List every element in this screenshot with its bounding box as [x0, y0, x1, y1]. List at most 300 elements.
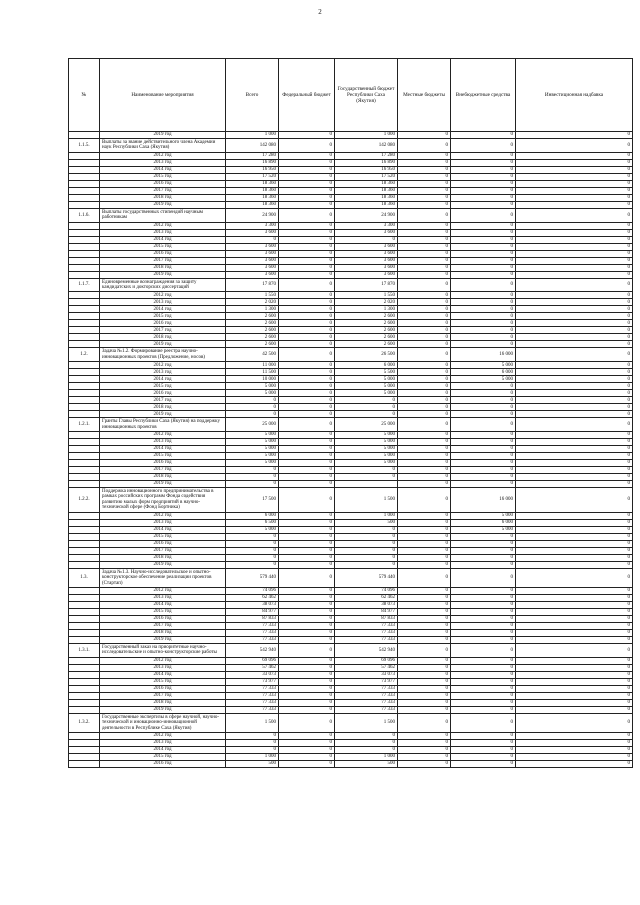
- cell-total: 0: [226, 481, 279, 488]
- cell-republic: 62 462: [335, 594, 398, 601]
- cell-investment: 0: [516, 554, 633, 561]
- cell-extrabudgetary: 0: [451, 615, 516, 622]
- cell-total: 0: [226, 404, 279, 411]
- cell-extrabudgetary: 0: [451, 432, 516, 439]
- cell-code: [69, 608, 100, 615]
- cell-republic: 0: [335, 533, 398, 540]
- cell-name: 2019 год: [100, 481, 226, 488]
- cell-federal: 0: [279, 587, 335, 594]
- cell-name: 2016 год: [100, 180, 226, 187]
- cell-code: [69, 533, 100, 540]
- cell-total: 24 900: [226, 208, 279, 222]
- cell-code: [69, 678, 100, 685]
- cell-federal: 0: [279, 180, 335, 187]
- cell-investment: 0: [516, 622, 633, 629]
- cell-federal: 0: [279, 348, 335, 362]
- cell-extrabudgetary: 0: [451, 208, 516, 222]
- header-activity-name: Наименование мероприятия: [100, 59, 226, 132]
- cell-local: 0: [398, 699, 451, 706]
- cell-extrabudgetary: 0: [451, 533, 516, 540]
- cell-republic: 77 333: [335, 685, 398, 692]
- cell-republic: 1 500: [335, 488, 398, 513]
- cell-total: 2 600: [226, 313, 279, 320]
- cell-federal: 0: [279, 526, 335, 533]
- cell-code: [69, 467, 100, 474]
- cell-federal: 0: [279, 753, 335, 760]
- cell-total: 25 000: [226, 418, 279, 432]
- cell-investment: 0: [516, 166, 633, 173]
- cell-federal: 0: [279, 533, 335, 540]
- cell-code: [69, 512, 100, 519]
- cell-total: 10 000: [226, 376, 279, 383]
- cell-code: [69, 481, 100, 488]
- cell-code: [69, 383, 100, 390]
- table-row: [69, 601, 633, 608]
- cell-local: 0: [398, 180, 451, 187]
- cell-investment: 0: [516, 746, 633, 753]
- cell-investment: 0: [516, 208, 633, 222]
- cell-republic: 1 550: [335, 292, 398, 299]
- cell-local: 0: [398, 713, 451, 732]
- cell-local: 0: [398, 264, 451, 271]
- cell-code: [69, 187, 100, 194]
- cell-republic: 0: [335, 411, 398, 418]
- cell-republic: 542 940: [335, 643, 398, 657]
- cell-local: 0: [398, 657, 451, 664]
- table-row: [69, 481, 633, 488]
- cell-total: 2 020: [226, 299, 279, 306]
- cell-name: 2012 год: [100, 512, 226, 519]
- header-total: Всего: [226, 59, 279, 132]
- cell-republic: 77 333: [335, 699, 398, 706]
- table-row-section: [69, 568, 633, 587]
- cell-investment: 0: [516, 671, 633, 678]
- cell-extrabudgetary: 16 000: [451, 348, 516, 362]
- cell-extrabudgetary: 0: [451, 467, 516, 474]
- cell-code: [69, 753, 100, 760]
- table-row: [69, 397, 633, 404]
- cell-investment: 0: [516, 594, 633, 601]
- cell-local: 0: [398, 526, 451, 533]
- cell-extrabudgetary: 0: [451, 201, 516, 208]
- cell-code: [69, 229, 100, 236]
- table-row: [69, 201, 633, 208]
- cell-investment: 0: [516, 706, 633, 713]
- cell-code: [69, 271, 100, 278]
- cell-extrabudgetary: 0: [451, 446, 516, 453]
- cell-code: [69, 320, 100, 327]
- table-row: [69, 271, 633, 278]
- cell-federal: 0: [279, 159, 335, 166]
- cell-extrabudgetary: 0: [451, 397, 516, 404]
- cell-federal: 0: [279, 568, 335, 587]
- cell-extrabudgetary: 0: [451, 692, 516, 699]
- cell-republic: 0: [335, 739, 398, 746]
- cell-extrabudgetary: 0: [451, 222, 516, 229]
- cell-extrabudgetary: 0: [451, 334, 516, 341]
- cell-extrabudgetary: 0: [451, 159, 516, 166]
- cell-extrabudgetary: 0: [451, 180, 516, 187]
- cell-code: [69, 739, 100, 746]
- cell-local: 0: [398, 320, 451, 327]
- cell-total: 0: [226, 467, 279, 474]
- cell-republic: 0: [335, 236, 398, 243]
- table-row: [69, 685, 633, 692]
- cell-local: 0: [398, 152, 451, 159]
- cell-code: [69, 554, 100, 561]
- cell-code: [69, 732, 100, 739]
- cell-name: 2012 год: [100, 292, 226, 299]
- cell-extrabudgetary: 0: [451, 278, 516, 292]
- table-row-section: [69, 208, 633, 222]
- cell-code: [69, 636, 100, 643]
- table-row: [69, 152, 633, 159]
- cell-federal: 0: [279, 432, 335, 439]
- cell-investment: 0: [516, 692, 633, 699]
- cell-republic: 77 333: [335, 636, 398, 643]
- cell-republic: 5 000: [335, 446, 398, 453]
- cell-extrabudgetary: 0: [451, 306, 516, 313]
- cell-name: 2018 год: [100, 264, 226, 271]
- cell-local: 0: [398, 362, 451, 369]
- table-row: [69, 732, 633, 739]
- table-row: [69, 671, 633, 678]
- cell-federal: 0: [279, 615, 335, 622]
- cell-federal: 0: [279, 439, 335, 446]
- cell-code: [69, 166, 100, 173]
- cell-republic: 5 000: [335, 432, 398, 439]
- table-row: [69, 166, 633, 173]
- cell-extrabudgetary: 0: [451, 636, 516, 643]
- cell-name: 2018 год: [100, 699, 226, 706]
- cell-local: 0: [398, 685, 451, 692]
- cell-total: 17 870: [226, 278, 279, 292]
- cell-investment: 0: [516, 540, 633, 547]
- cell-name: 2015 год: [100, 608, 226, 615]
- cell-total: 579 440: [226, 568, 279, 587]
- table-row: [69, 615, 633, 622]
- cell-federal: 0: [279, 460, 335, 467]
- cell-republic: 18 360: [335, 180, 398, 187]
- cell-republic: 2 600: [335, 313, 398, 320]
- cell-total: 1 000: [226, 132, 279, 139]
- table-row: [69, 383, 633, 390]
- cell-investment: 0: [516, 453, 633, 460]
- cell-extrabudgetary: 0: [451, 739, 516, 746]
- table-row: [69, 636, 633, 643]
- cell-total: 3 300: [226, 222, 279, 229]
- cell-name: 2019 год: [100, 201, 226, 208]
- cell-investment: 0: [516, 159, 633, 166]
- cell-federal: 0: [279, 657, 335, 664]
- cell-extrabudgetary: 0: [451, 411, 516, 418]
- cell-local: 0: [398, 760, 451, 767]
- cell-extrabudgetary: 0: [451, 671, 516, 678]
- cell-code: [69, 369, 100, 376]
- cell-name: 2014 год: [100, 236, 226, 243]
- table-row: [69, 411, 633, 418]
- cell-name: 2018 год: [100, 629, 226, 636]
- cell-extrabudgetary: 16 000: [451, 488, 516, 513]
- cell-investment: 0: [516, 334, 633, 341]
- cell-code: [69, 474, 100, 481]
- cell-local: 0: [398, 629, 451, 636]
- cell-republic: 3 600: [335, 271, 398, 278]
- cell-total: 16 890: [226, 159, 279, 166]
- table-row: [69, 746, 633, 753]
- cell-name: Поддержка инновационного предпринимательства в рамках российских программ Фонда содействия развитию малых форм предприятий в научно-технической сфере (Фонд Бортника): [100, 488, 226, 513]
- cell-republic: 69 096: [335, 657, 398, 664]
- cell-extrabudgetary: 0: [451, 601, 516, 608]
- cell-investment: 0: [516, 467, 633, 474]
- cell-name: 2014 год: [100, 601, 226, 608]
- cell-total: 1 550: [226, 292, 279, 299]
- cell-code: [69, 390, 100, 397]
- cell-local: 0: [398, 622, 451, 629]
- cell-federal: 0: [279, 554, 335, 561]
- cell-name: Государственные экспертизы в сфере научной, научно-технической и иновационно-инновационной деятельности в Республике Саха (Якутия): [100, 713, 226, 732]
- table-row: [69, 292, 633, 299]
- cell-investment: 0: [516, 643, 633, 657]
- cell-code: 1.1.6.: [69, 208, 100, 222]
- cell-code: [69, 313, 100, 320]
- cell-name: 2016 год: [100, 615, 226, 622]
- cell-federal: 0: [279, 713, 335, 732]
- table-row: [69, 404, 633, 411]
- cell-republic: 0: [335, 561, 398, 568]
- table-row: [69, 180, 633, 187]
- cell-code: [69, 236, 100, 243]
- cell-name: 2019 год: [100, 561, 226, 568]
- cell-republic: 2 600: [335, 320, 398, 327]
- cell-total: 3 600: [226, 257, 279, 264]
- table-row-section: [69, 488, 633, 513]
- cell-total: 38 073: [226, 601, 279, 608]
- cell-code: [69, 446, 100, 453]
- cell-extrabudgetary: 0: [451, 404, 516, 411]
- cell-federal: 0: [279, 320, 335, 327]
- table-row: [69, 474, 633, 481]
- cell-name: 2018 год: [100, 554, 226, 561]
- cell-total: 3 600: [226, 250, 279, 257]
- table-row: [69, 519, 633, 526]
- cell-local: 0: [398, 243, 451, 250]
- cell-code: [69, 671, 100, 678]
- table-row: [69, 194, 633, 201]
- cell-local: 0: [398, 453, 451, 460]
- cell-federal: 0: [279, 264, 335, 271]
- cell-name: 2014 год: [100, 446, 226, 453]
- cell-federal: 0: [279, 629, 335, 636]
- cell-republic: 84 977: [335, 608, 398, 615]
- cell-total: 5 000: [226, 453, 279, 460]
- cell-code: [69, 587, 100, 594]
- cell-investment: 0: [516, 629, 633, 636]
- cell-name: 2013 год: [100, 519, 226, 526]
- cell-extrabudgetary: 0: [451, 629, 516, 636]
- cell-extrabudgetary: 0: [451, 299, 516, 306]
- cell-republic: 3 300: [335, 222, 398, 229]
- cell-total: 0: [226, 739, 279, 746]
- cell-investment: 0: [516, 173, 633, 180]
- cell-name: 2017 год: [100, 547, 226, 554]
- page-number: 2: [318, 8, 322, 16]
- cell-local: 0: [398, 554, 451, 561]
- cell-name: 2012 год: [100, 222, 226, 229]
- cell-local: 0: [398, 194, 451, 201]
- cell-name: 2015 год: [100, 313, 226, 320]
- cell-total: 3 600: [226, 271, 279, 278]
- cell-investment: 0: [516, 222, 633, 229]
- cell-investment: 0: [516, 664, 633, 671]
- cell-name: 2015 год: [100, 678, 226, 685]
- cell-federal: 0: [279, 299, 335, 306]
- cell-code: [69, 453, 100, 460]
- cell-total: 5 000: [226, 446, 279, 453]
- cell-name: 2016 год: [100, 540, 226, 547]
- cell-total: 62 462: [226, 594, 279, 601]
- cell-federal: 0: [279, 278, 335, 292]
- cell-code: [69, 257, 100, 264]
- cell-republic: 1 300: [335, 306, 398, 313]
- cell-name: 2013 год: [100, 369, 226, 376]
- cell-code: [69, 760, 100, 767]
- cell-federal: 0: [279, 467, 335, 474]
- cell-federal: 0: [279, 404, 335, 411]
- cell-code: 1.3.: [69, 568, 100, 587]
- cell-republic: 1 000: [335, 753, 398, 760]
- cell-name: 2014 год: [100, 376, 226, 383]
- cell-federal: 0: [279, 369, 335, 376]
- cell-federal: 0: [279, 243, 335, 250]
- cell-extrabudgetary: 0: [451, 187, 516, 194]
- cell-republic: 500: [335, 519, 398, 526]
- cell-code: [69, 397, 100, 404]
- cell-republic: 1 500: [335, 713, 398, 732]
- cell-code: 1.3.1.: [69, 643, 100, 657]
- table-row: [69, 692, 633, 699]
- table-row: [69, 622, 633, 629]
- cell-local: 0: [398, 474, 451, 481]
- cell-local: 0: [398, 746, 451, 753]
- cell-republic: 0: [335, 467, 398, 474]
- cell-code: [69, 432, 100, 439]
- cell-total: 5 000: [226, 383, 279, 390]
- cell-investment: 0: [516, 488, 633, 513]
- table-row: [69, 327, 633, 334]
- cell-federal: 0: [279, 271, 335, 278]
- cell-federal: 0: [279, 411, 335, 418]
- cell-local: 0: [398, 594, 451, 601]
- cell-republic: 25 000: [335, 418, 398, 432]
- table-row: [69, 526, 633, 533]
- cell-investment: 0: [516, 383, 633, 390]
- table-row: [69, 320, 633, 327]
- cell-extrabudgetary: 0: [451, 622, 516, 629]
- cell-extrabudgetary: 0: [451, 594, 516, 601]
- cell-code: [69, 547, 100, 554]
- cell-code: [69, 615, 100, 622]
- cell-federal: 0: [279, 446, 335, 453]
- cell-code: [69, 292, 100, 299]
- table-row: [69, 236, 633, 243]
- cell-investment: 0: [516, 187, 633, 194]
- cell-extrabudgetary: 0: [451, 699, 516, 706]
- cell-republic: 3 600: [335, 250, 398, 257]
- table-row: [69, 243, 633, 250]
- cell-total: 18 360: [226, 194, 279, 201]
- header-federal-budget: Федеральный бюджет: [279, 59, 335, 132]
- cell-republic: 24 900: [335, 208, 398, 222]
- cell-republic: 2 600: [335, 327, 398, 334]
- cell-federal: 0: [279, 257, 335, 264]
- cell-name: 2012 год: [100, 657, 226, 664]
- cell-name: Выплаты государственных стипендий научным работникам: [100, 208, 226, 222]
- cell-republic: 579 440: [335, 568, 398, 587]
- cell-federal: 0: [279, 664, 335, 671]
- cell-name: 2017 год: [100, 397, 226, 404]
- cell-investment: 0: [516, 306, 633, 313]
- cell-republic: 2 600: [335, 341, 398, 348]
- cell-federal: 0: [279, 362, 335, 369]
- cell-code: [69, 132, 100, 139]
- cell-extrabudgetary: 0: [451, 685, 516, 692]
- cell-republic: 142 080: [335, 139, 398, 153]
- cell-investment: 0: [516, 732, 633, 739]
- cell-investment: 0: [516, 699, 633, 706]
- cell-total: 5 000: [226, 390, 279, 397]
- cell-code: [69, 264, 100, 271]
- cell-republic: 74 096: [335, 587, 398, 594]
- cell-code: 1.2.1.: [69, 418, 100, 432]
- cell-extrabudgetary: 0: [451, 173, 516, 180]
- table-row: [69, 678, 633, 685]
- cell-local: 0: [398, 257, 451, 264]
- table-row: [69, 561, 633, 568]
- cell-local: 0: [398, 568, 451, 587]
- cell-total: 18 360: [226, 187, 279, 194]
- cell-total: 2 600: [226, 334, 279, 341]
- cell-extrabudgetary: 0: [451, 732, 516, 739]
- cell-extrabudgetary: 0: [451, 390, 516, 397]
- cell-code: [69, 159, 100, 166]
- cell-total: 0: [226, 397, 279, 404]
- cell-total: 1 500: [226, 713, 279, 732]
- cell-federal: 0: [279, 236, 335, 243]
- cell-code: [69, 334, 100, 341]
- cell-federal: 0: [279, 390, 335, 397]
- cell-extrabudgetary: 0: [451, 753, 516, 760]
- table-row: [69, 250, 633, 257]
- cell-investment: 0: [516, 376, 633, 383]
- cell-name: 2014 год: [100, 526, 226, 533]
- header-local-budgets: Местные бюджеты: [398, 59, 451, 132]
- cell-federal: 0: [279, 187, 335, 194]
- cell-republic: 5 000: [335, 439, 398, 446]
- cell-name: 2015 год: [100, 753, 226, 760]
- cell-local: 0: [398, 678, 451, 685]
- cell-total: 77 333: [226, 629, 279, 636]
- cell-investment: 0: [516, 369, 633, 376]
- cell-extrabudgetary: 0: [451, 561, 516, 568]
- cell-local: 0: [398, 132, 451, 139]
- cell-total: 0: [226, 533, 279, 540]
- cell-total: 0: [226, 236, 279, 243]
- cell-local: 0: [398, 236, 451, 243]
- cell-republic: 33 073: [335, 671, 398, 678]
- cell-investment: 0: [516, 390, 633, 397]
- cell-local: 0: [398, 692, 451, 699]
